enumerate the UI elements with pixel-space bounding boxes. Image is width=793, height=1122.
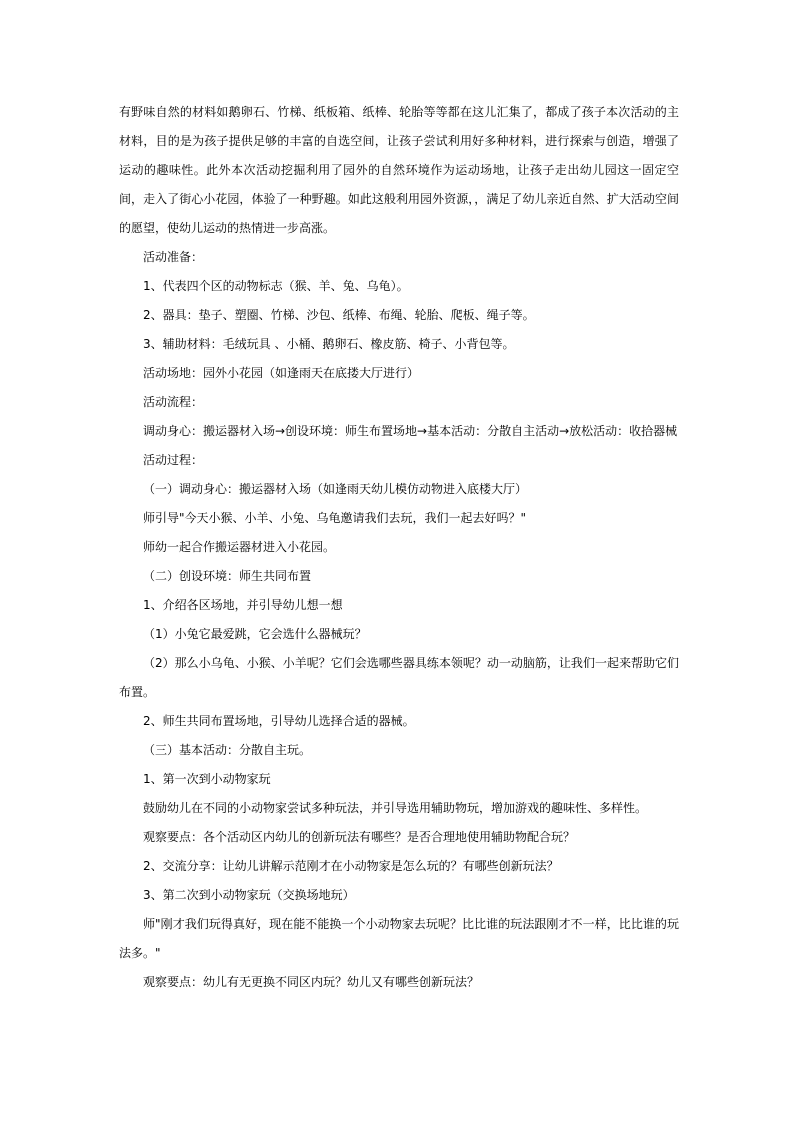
list-item: 2、器具：垫子、塑圈、竹梯、沙包、纸棒、布绳、轮胎、爬板、绳子等。	[143, 308, 535, 322]
list-item: （1）小兔它最爱跳，它会选什么器械玩？	[143, 627, 367, 641]
section-heading-flow: 活动流程：	[143, 395, 204, 409]
list-item: 3、第二次到小动物家玩（交换场地玩）	[143, 888, 355, 902]
activity-venue: 活动场地：园外小花园（如逢雨天在底搂大厅进行）	[143, 366, 420, 380]
list-item: 1、介绍各区场地，并引导幼儿想一想	[143, 598, 343, 612]
list-item: 2、师生共同布置场地，引导幼儿选择合适的器械。	[143, 714, 415, 728]
section-heading-preparation: 活动准备：	[143, 250, 204, 264]
paragraph-intro: 有野味自然的材料如鹅卵石、竹梯、纸板箱、纸棒、轮胎等等都在这儿汇集了，都成了孩子本次活动的主材料，目的是为孩子提供足够的丰富的自选空间，让孩子尝试利用好多种材料，进行探索与创造，增强了运动的趣味性。此外本次活动挖掘利用了园外的自然环境作为运动场地，让孩子走出幼儿园这一固定空间，走入了街心小花园，体验了一种野趣。如此这般利用园外资源，，满足了幼儿亲近自然、扩大活动空间的愿望，使幼儿运动的热情进一步高涨。	[119, 105, 679, 235]
subsection-heading: （一）调动身心：搬运器材入场（如逢雨天幼儿模仿动物进入底楼大厅）	[143, 482, 528, 496]
paragraph: 师"刚才我们玩得真好，现在能不能换一个小动物家去玩呢？比比谁的玩法跟刚才不一样，比比谁的玩法多。"	[119, 917, 679, 960]
list-item: 2、交流分享：让幼儿讲解示范刚才在小动物家是怎么玩的？有哪些创新玩法？	[143, 859, 559, 873]
observation-point: 观察要点：幼儿有无更换不同区内玩？幼儿又有哪些创新玩法？	[143, 975, 480, 989]
activity-flow-text: 调动身心：搬运器材入场→创设环境：师生布置场地→基本活动：分散自主活动→放松活动：收拾器械	[143, 424, 678, 438]
paragraph: 师引导"今天小猴、小羊、小兔、乌龟邀请我们去玩，我们一起去好吗？"	[143, 511, 527, 525]
list-item: （2）那么小乌龟、小猴、小羊呢？它们会选哪些器具练本领呢？动一动脑筋，让我们一起来帮助它们布置。	[119, 656, 679, 699]
observation-point: 观察要点：各个活动区内幼儿的创新玩法有哪些？是否合理地使用辅助物配合玩？	[143, 830, 576, 844]
subsection-heading: （三）基本活动：分散自主玩。	[143, 743, 312, 757]
list-item: 1、第一次到小动物家玩	[143, 772, 271, 786]
list-item: 3、辅助材料：毛绒玩具 、小桶、鹅卵石、橡皮筋、椅子、小背包等。	[143, 337, 515, 351]
list-item: 1、代表四个区的动物标志（猴、羊、兔、乌龟）。	[143, 279, 409, 293]
paragraph: 鼓励幼儿在不同的小动物家尝试多种玩法，并引导选用辅助物玩，增加游戏的趣味性、多样性。	[143, 801, 648, 815]
section-heading-process: 活动过程：	[143, 453, 204, 467]
document-body	[119, 98, 679, 997]
subsection-heading: （二）创设环境：师生共同布置	[143, 569, 312, 583]
paragraph: 师幼一起合作搬运器材进入小花园。	[143, 540, 336, 554]
